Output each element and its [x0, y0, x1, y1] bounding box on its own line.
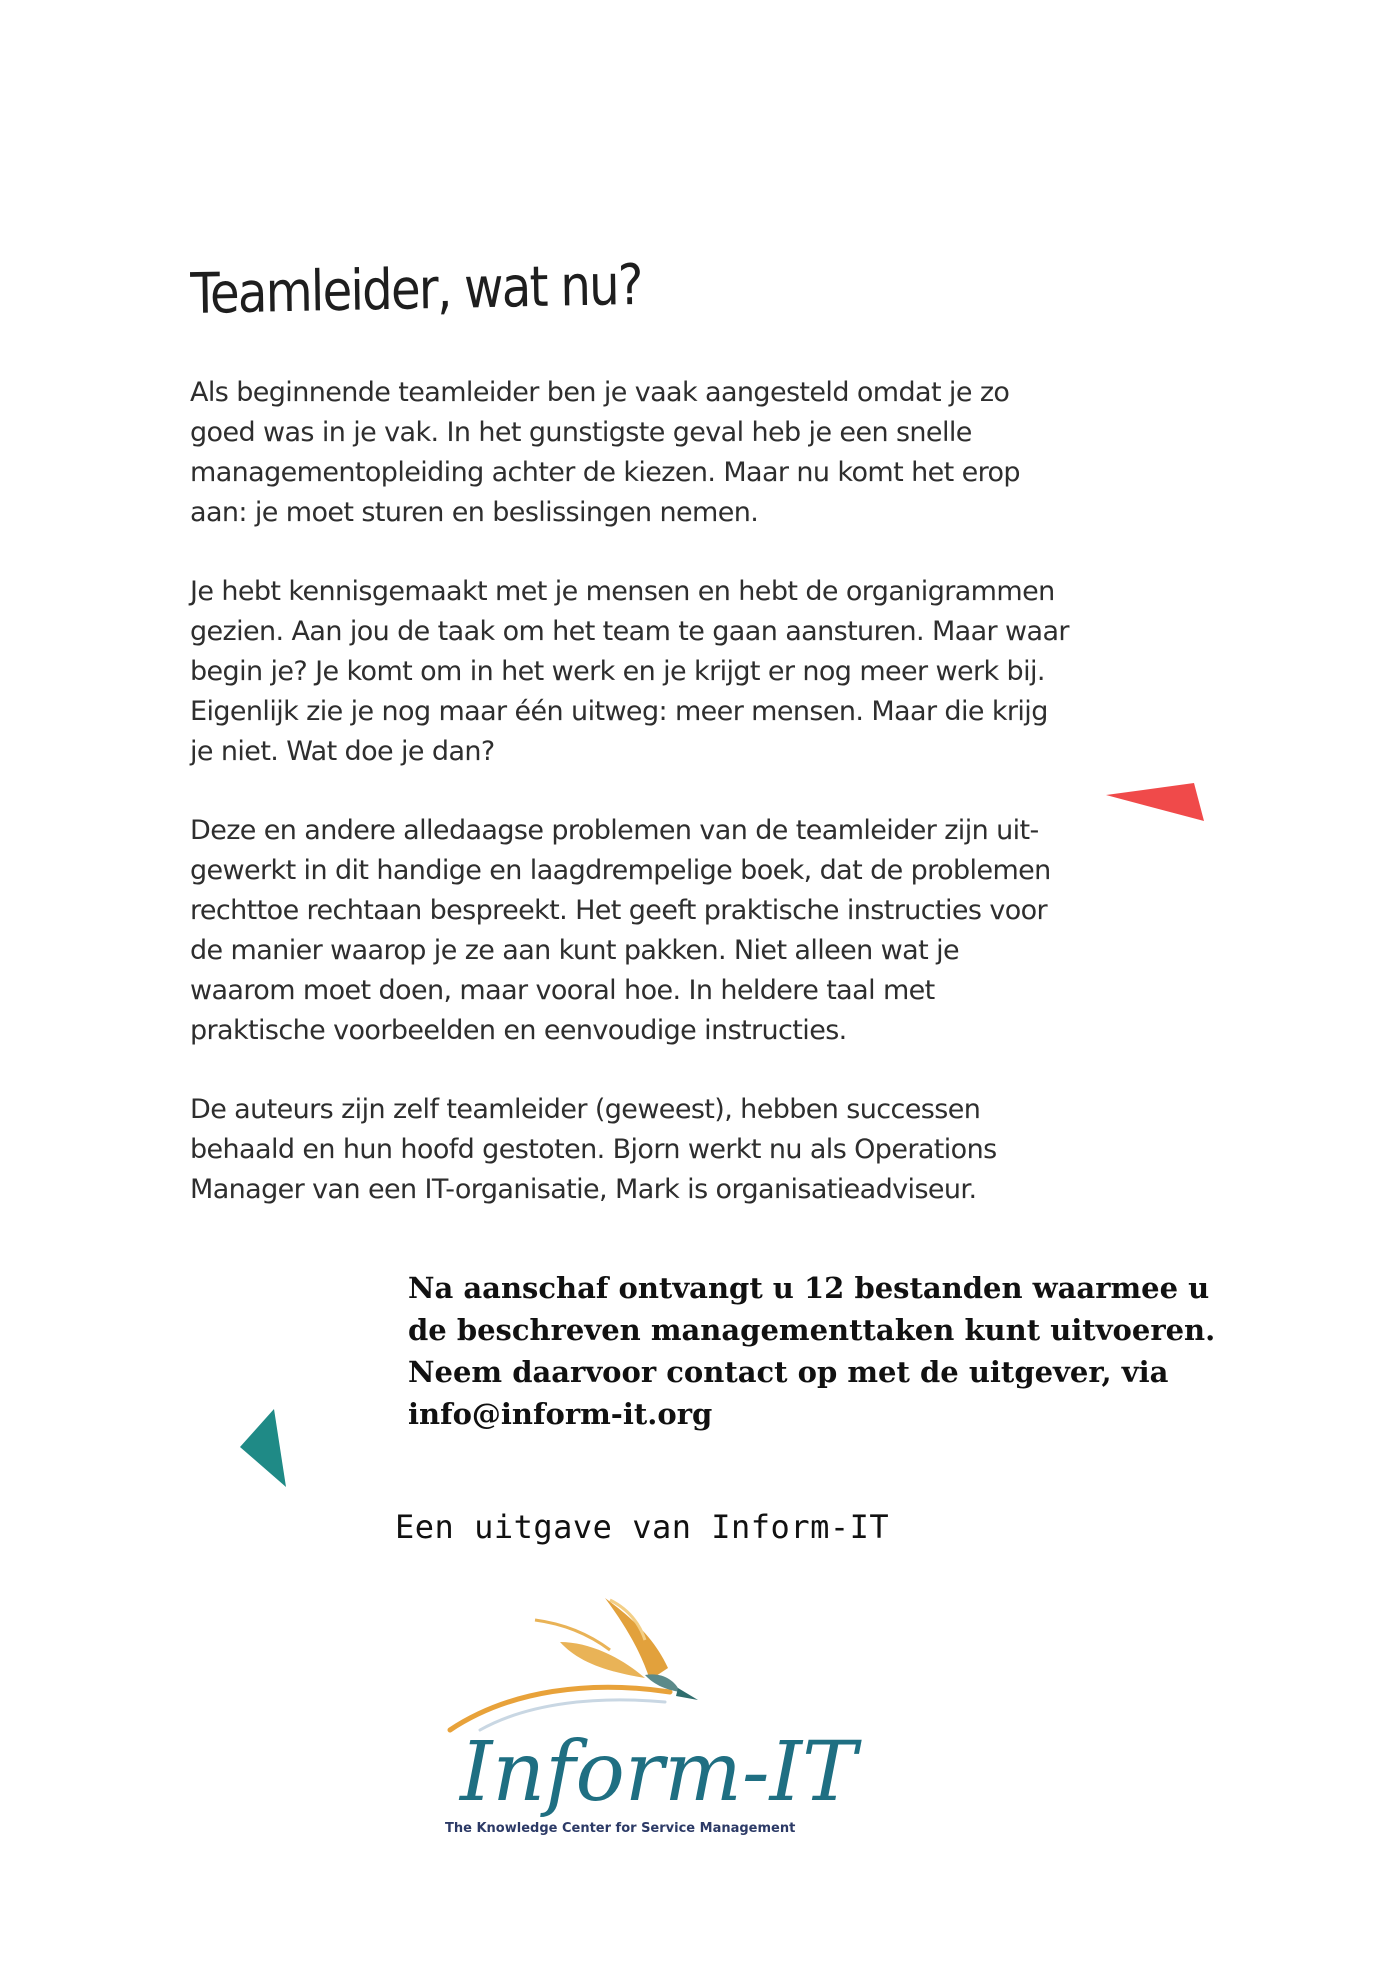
logo-tagline: The Knowledge Center for Service Management: [445, 1821, 796, 1836]
inform-it-logo: [440, 1580, 857, 1840]
logo-name: Inform-IT: [460, 1725, 857, 1820]
offer-line: Neem daarvoor contact op met de uitgever, via: [408, 1355, 1169, 1389]
publisher-line: Een uitgave van Inform-IT: [395, 1508, 890, 1546]
page-title: Teamleider, wat nu?: [190, 252, 643, 327]
teal-triangle-icon: [238, 1407, 290, 1489]
description-body: [190, 373, 1070, 1249]
paragraph-book: Deze en andere alledaagse problemen van de teamleider zijn uitgewerkt in dit handige en laagdrempelige boek, dat de problemen rechttoe rechtaan bespreekt. Het geeft praktische instructies voor de manier waarop je ze aan kunt pakken. Niet alleen wat je waarom moet doen, maar vooral hoe. In heldere taal met praktische voorbeelden en eenvoudige instructies.: [190, 815, 1051, 1046]
offer-notice: [408, 1267, 1216, 1435]
paragraph-authors: De auteurs zijn zelf teamleider (geweest), hebben successen behaald en hun hoofd gestoten. Bjorn werkt nu als Operations Manager van een IT-organisatie, Mark is organisatieadviseur.: [190, 1094, 997, 1205]
red-triangle-icon: [1106, 783, 1206, 825]
bird-quill-icon: [450, 1598, 698, 1730]
paragraph-intro: Als beginnende teamleider ben je vaak aangesteld omdat je zo goed was in je vak. In het gunstigste geval heb je een snelle managementopleiding achter de kiezen. Maar nu komt het erop aan: je moet sturen en beslissingen nemen.: [190, 377, 1020, 528]
offer-line: Na aanschaf ontvangt u 12 bestanden waarmee u: [408, 1271, 1210, 1305]
offer-line: de beschreven managementtaken kunt uitvoeren.: [408, 1313, 1216, 1347]
contact-email[interactable]: info@inform-it.org: [408, 1397, 713, 1431]
paragraph-situation: Je hebt kennisgemaakt met je mensen en hebt de organigrammen gezien. Aan jou de taak om het team te gaan aansturen. Maar waar begin je? Je komt om in het werk en je krijgt er nog meer werk bij. Eigenlijk zie je nog maar één uitweg: meer mensen. Maar die krijg je niet. Wat doe je dan?: [190, 576, 1069, 767]
